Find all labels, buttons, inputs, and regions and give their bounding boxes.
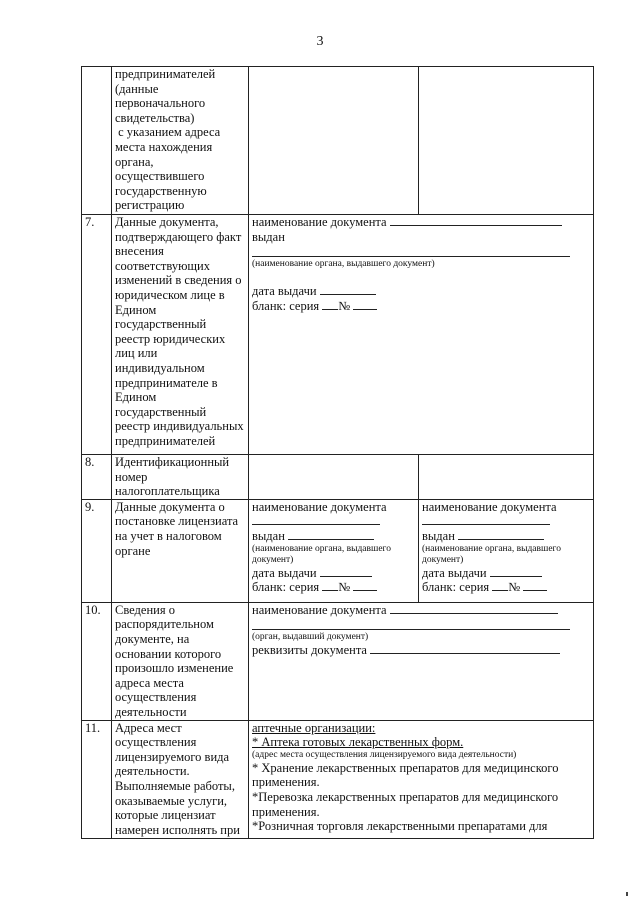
table-row-8 (82, 455, 594, 500)
activity-item-2: * Хранение лекарственных препаратов для медицинского применения. (252, 760, 559, 790)
issuer-note: (орган, выдавший документ) (252, 632, 369, 643)
activity-item-3: *Перевозка лекарственных препаратов для медицинского применения. (252, 789, 559, 819)
row-label-cell: предпринимателей (данные первоначального свидетельства) с указанием адреса места нахождения органа, осуществившего государственную регистрацию (112, 67, 249, 215)
table-row-continuation (82, 67, 594, 215)
inn-cell-1[interactable] (249, 455, 419, 500)
doc-name-field[interactable] (252, 514, 380, 525)
tax-doc-cell-1[interactable]: наименование документа выдан (наименование органа, выдавшего документ) дата выдачи бланк: серия № (249, 499, 419, 602)
row10-value-cell[interactable] (249, 602, 594, 720)
table-row-9 (82, 499, 594, 602)
issued-label: выдан (252, 229, 285, 244)
series-field[interactable] (322, 580, 338, 591)
doc-name-label: наименование документа (422, 499, 557, 514)
number-field[interactable] (353, 299, 377, 310)
row-label-cell: Адреса мест осуществления лицензируемого вида деятельности. Выполняемые работы, оказываемые услуги, которые лицензиат намерен исполнять при (112, 720, 249, 838)
row-label-cell: Данные документа, подтверждающего факт внесения соответствующих изменений в сведения о юридическом лице в Едином государственный реестр юридических лиц или индивидуальном предпринимателе в Едином государственный реестр индивидуальных предпринимателей (112, 215, 249, 455)
requisites-field[interactable] (370, 643, 560, 654)
table-row-11 (82, 720, 594, 838)
issuer-field[interactable] (288, 529, 374, 540)
row7-value-cell[interactable] (249, 215, 594, 455)
value-cell-2[interactable] (419, 67, 594, 215)
doc-name-field[interactable] (390, 603, 558, 614)
issue-date-field[interactable] (320, 566, 372, 577)
number-sign: № (338, 298, 351, 313)
row-number-cell (82, 67, 112, 215)
number-field[interactable] (523, 580, 547, 591)
table-row-10 (82, 602, 594, 720)
issued-label: выдан (252, 528, 285, 543)
doc-name-field[interactable] (422, 514, 550, 525)
issued-label: выдан (422, 528, 455, 543)
page-number: 3 (316, 34, 324, 49)
activity-item-4: *Розничная торговля лекарственными препаратами для (252, 819, 548, 834)
issue-date-field[interactable] (490, 566, 542, 577)
address-note: (адрес места осуществления лицензируемого вида деятельности) (252, 749, 517, 760)
table-row-7 (82, 215, 594, 455)
issue-date-field[interactable] (320, 284, 376, 295)
issuer-field[interactable] (458, 529, 544, 540)
blank-series-label: бланк: серия (252, 580, 320, 595)
issue-date-label: дата выдачи (252, 565, 317, 580)
blank-series-label: бланк: серия (252, 298, 320, 313)
number-field[interactable] (353, 580, 377, 591)
issuer-field[interactable] (252, 244, 570, 257)
row-label-cell: Сведения о распорядительном документе, на основании которого произошло изменение адреса места осуществления деятельности (112, 602, 249, 720)
issuer-field[interactable] (252, 617, 570, 630)
doc-name-label: наименование документа (252, 602, 387, 617)
row-number: 10. (82, 602, 112, 720)
activity-item-1: * Аптека готовых лекарственных форм. (252, 735, 464, 750)
series-field[interactable] (492, 580, 508, 591)
blank-series-label: бланк: серия (422, 580, 490, 595)
doc-name-label: наименование документа (252, 215, 387, 229)
doc-name-field[interactable] (390, 215, 562, 226)
inn-cell-2[interactable] (419, 455, 594, 500)
issue-date-label: дата выдачи (252, 284, 317, 299)
row-label-cell: Идентификационный номер налогоплательщика (112, 455, 249, 500)
license-form-table (81, 66, 594, 839)
org-type: аптечные организации: (252, 720, 376, 735)
value-cell-1[interactable] (249, 67, 419, 215)
issuer-note: (наименование органа, выдавшего документ) (252, 259, 435, 270)
row-label-cell: Данные документа о постановке лицензиата на учет в налоговом органе (112, 499, 249, 602)
doc-name-label: наименование документа (252, 499, 387, 514)
scan-mark (626, 892, 628, 896)
row-number: 9. (82, 499, 112, 602)
row-number: 11. (82, 720, 112, 838)
row11-value-cell[interactable] (249, 720, 594, 838)
tax-doc-cell-2[interactable]: наименование документа выдан (наименование органа, выдавшего документ) дата выдачи бланк: серия № (419, 499, 594, 602)
issue-date-label: дата выдачи (422, 565, 487, 580)
row-number: 8. (82, 455, 112, 500)
requisites-label: реквизиты документа (252, 643, 367, 658)
series-field[interactable] (322, 299, 338, 310)
row-number: 7. (82, 215, 112, 455)
